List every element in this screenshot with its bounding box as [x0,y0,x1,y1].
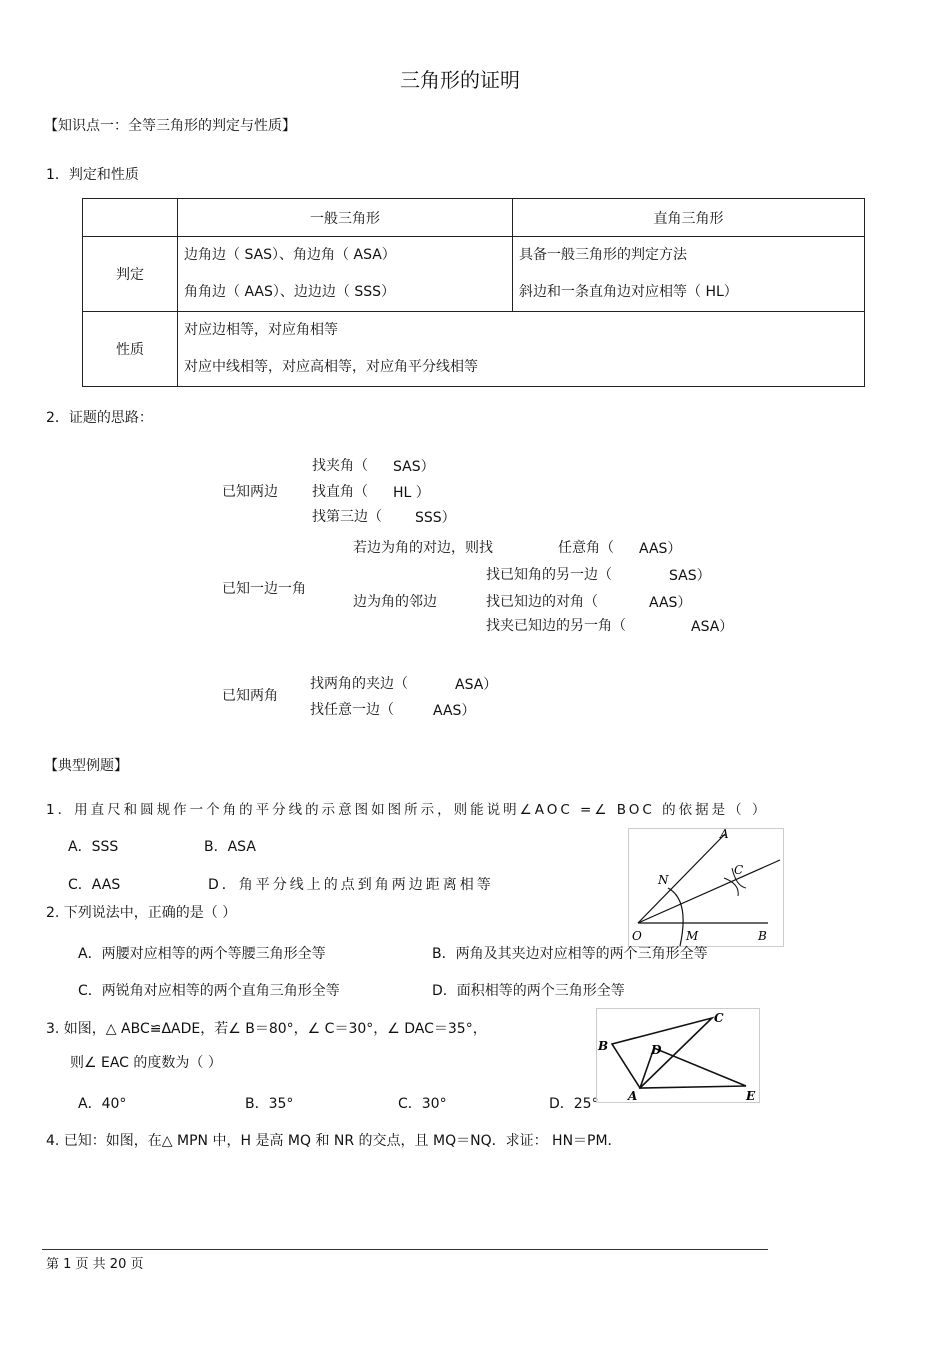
tree-value: AAS） [433,703,476,719]
tree-value: HL ） [393,485,430,501]
tree-leaf: 任意角（ [558,540,614,556]
criteria-table [82,198,865,387]
tree-value: SSS） [415,510,456,526]
cell-line: 对应中线相等，对应高相等，对应角平分线相等 [184,359,478,375]
option: D．角平分线上的点到角两边距离相等 [208,877,494,893]
tree-value: AAS） [639,541,682,557]
ray-oa [638,834,725,923]
question-text: 3. 如图，△ ABC≌ΔADE，若∠ B＝80°，∠ C＝30°，∠ DAC＝35°， [46,1021,487,1037]
angle-bisector-figure [628,828,788,948]
tree-leaf: 找两角的夹边（ [310,676,408,692]
section-heading: 【典型例题】 [44,758,128,774]
item-heading: 1．判定和性质 [46,167,139,183]
table-header: 直角三角形 [513,199,865,237]
tree-root: 已知两边 [222,484,278,500]
page-title: 三角形的证明 [400,68,520,92]
tree-value: AAS） [649,595,692,611]
cell-line: 角角边（ AAS）、边边边（ SSS） [184,284,395,300]
cell-line: 对应边相等，对应角相等 [184,322,338,338]
table-row-label: 判定 [83,237,178,312]
cell-line: 具备一般三角形的判定方法 [519,247,687,263]
option: A．40° [78,1096,127,1112]
cell-line: 斜边和一条直角边对应相等（ HL） [519,284,738,300]
tree-value: ASA） [455,677,498,693]
tree-root: 已知两角 [222,688,278,704]
label-c: C [714,1011,724,1025]
cell-line: 边角边（ SAS）、角边角（ ASA） [184,247,396,263]
item-heading: 2．证题的思路： [46,410,153,426]
label-e: E [746,1089,756,1103]
arc-mn [668,888,683,946]
tree-root: 已知一边一角 [222,581,306,597]
option: A．两腰对应相等的两个等腰三角形全等 [78,946,326,962]
tree-leaf: 找第三边（ [312,509,382,525]
tree-branch: 若边为角的对边，则找 [353,540,493,556]
table-header: 一般三角形 [178,199,513,237]
footer-rule [42,1249,768,1250]
tree-value: SAS） [393,459,435,475]
tree-leaf: 找夹角（ [312,458,368,474]
table-row-label: 性质 [83,312,178,387]
ray-oc [638,860,780,923]
question-text: 1．用直尺和圆规作一个角的平分线的示意图如图所示，则能说明∠AOC =∠ BOC 的依据是（ ） [46,802,769,818]
label-o: O [632,929,642,943]
option: C．30° [398,1096,447,1112]
congruent-triangles-figure [596,1008,762,1104]
table-cell [178,237,513,312]
tree-leaf: 找已知边的对角（ [486,594,598,610]
label-b: B [598,1039,609,1053]
question-text: 4. 已知：如图，在△ MPN 中，H 是高 MQ 和 NR 的交点，且 MQ＝NQ．求证： HN＝PM． [46,1133,622,1149]
label-a: A [720,828,729,841]
table-cell [513,237,865,312]
tree-leaf: 找夹已知边的另一角（ [486,618,626,634]
label-d: D [651,1043,662,1057]
option: B．两角及其夹边对应相等的两个三角形全等 [432,946,708,962]
triangle-abc [612,1018,712,1088]
option: D．面积相等的两个三角形全等 [432,983,625,999]
question-text: 2. 下列说法中，正确的是（ ） [46,905,237,921]
tree-leaf: 找已知角的另一边（ [486,567,612,583]
label-n: N [658,873,669,887]
section-heading: 【知识点一：全等三角形的判定与性质】 [44,118,296,134]
tree-leaf: 找直角（ [312,484,368,500]
tree-leaf: 找任意一边（ [310,702,394,718]
label-a: A [628,1089,638,1103]
label-b: B [758,929,767,943]
option: C．AAS [68,877,121,893]
label-c: C [734,863,744,877]
option: B．35° [245,1096,294,1112]
option: D．25° [549,1096,599,1112]
table-cell [178,312,865,387]
tree-branch: 边为角的邻边 [353,594,437,610]
page-footer: 第 1 页 共 20 页 [46,1257,144,1272]
option: B．ASA [204,839,256,855]
option: A．SSS [68,839,119,855]
question-text: 则∠ EAC 的度数为（ ） [70,1055,222,1071]
table-corner [83,199,178,237]
tree-value: ASA） [691,619,734,635]
label-m: M [686,929,699,943]
tree-value: SAS） [669,568,711,584]
option: C．两锐角对应相等的两个直角三角形全等 [78,983,340,999]
